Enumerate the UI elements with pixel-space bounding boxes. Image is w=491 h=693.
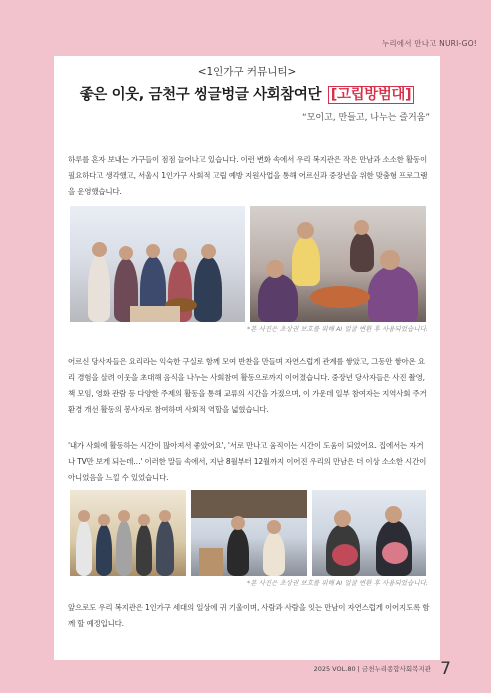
article-title-org: [고립방범대] xyxy=(328,86,415,104)
article-subtitle: “모이고, 만들고, 나누는 즐거움” xyxy=(302,113,430,123)
page-number: 7 xyxy=(440,659,451,679)
photo-sharing-meal xyxy=(250,206,426,322)
paragraph-intro: 하루를 혼자 보내는 가구들이 점점 늘어나고 있습니다. 이런 변화 속에서 우리 복지관은 작은 만남과 소소한 활동이 필요하다고 생각했고, 서울시 1인가구 사회적 고립 예방 지원사업을 통해 어르신과 중장년을 위한 맞춤형 프로그램을 운영했습니다. xyxy=(68,155,428,196)
article-title xyxy=(54,83,440,104)
paragraph-closing: 앞으로도 우리 복지관은 1인가구 세대의 일상에 귀 기울이며, 사람과 사람을 잇는 만남이 자연스럽게 이어지도록 함께 할 예정입니다. xyxy=(68,603,430,628)
caption-photos-1: *본 사진은 초상권 보호를 위해 AI 얼굴 변환 후 사용되었습니다. xyxy=(247,325,428,333)
section-tag: 누리에서 만나고 NURI-GO! xyxy=(381,39,477,48)
footer-issue: 2025 VOL.80 | 금천누리종합사회복지관 xyxy=(313,665,431,673)
article-title-main: 좋은 이웃, 금천구 씽글벙글 사회참여단 xyxy=(79,87,322,103)
photo-community-space xyxy=(191,490,307,576)
photo-cooking-group xyxy=(70,206,245,322)
caption-photos-2: *본 사진은 초상권 보호를 위해 AI 얼굴 변환 후 사용되었습니다. xyxy=(247,579,428,587)
photo-bouquet-celebration xyxy=(312,490,426,576)
article-page xyxy=(54,56,440,660)
paragraph-quotes: '내가 사회에 활동하는 시간이 많아져서 좋았어요', '서로 만나고 움직이는 시간이 도움이 되었어요. 집에서는 자거나 TV만 보게 되는데…' 이러한 말들 속에서, 지난 8월부터 12월까지 이어진 우리의 만남은 더 이상 소소한 시간이 아니었음을 느낄 수 있었습니다. xyxy=(68,441,427,482)
photo-group-indoor xyxy=(70,490,186,576)
paragraph-activities: 어르신 당사자들은 요리라는 익숙한 구실로 함께 모여 반찬을 만들며 자연스럽게 관계를 쌓았고, 그동안 쌓아온 요리 경험을 살려 이웃을 초대해 음식을 나누는 사회참여 활동으로까지 이어졌습니다. 중장년 당사자들은 사진 촬영, 책 모임, 영화 관람 등 다양한 주제의 활동을 통해 교류의 시간을 가졌으며, 이 가운데 일부 참여자는 지역사회 주거환경 개선 활동의 봉사자로 참여하며 사회적 역할을 넓혔습니다. xyxy=(68,357,427,414)
article-kicker: <1인가구 커뮤니티> xyxy=(197,66,297,78)
